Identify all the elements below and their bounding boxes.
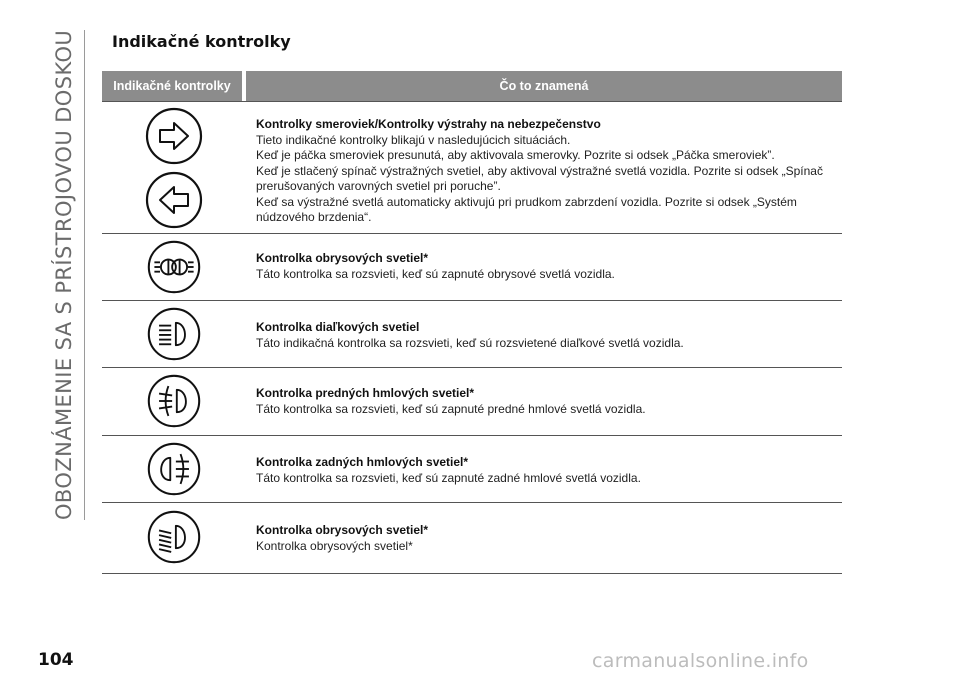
row-text-line: Táto kontrolka sa rozsvieti, keď sú zapnuté obrysové svetlá vozidla. <box>256 266 615 281</box>
row-text-line: Keď je páčka smeroviek presunutá, aby aktivovala smerovky. Pozrite si odsek „Páčka smeroviek”. <box>256 148 775 162</box>
watermark: carmanualsonline.info <box>592 650 809 672</box>
row-title: Kontrolka diaľkových svetiel <box>256 320 420 334</box>
column-header-meaning: Čo to znamená <box>246 71 842 101</box>
table-row <box>102 301 842 368</box>
headlight-icon <box>146 509 202 565</box>
table-row <box>102 436 842 503</box>
row-text-line: Kontrolka obrysových svetiel* <box>256 538 413 553</box>
rear-fog-light-icon <box>146 441 202 497</box>
row-text-line: Táto kontrolka sa rozsvieti, keď sú zapnuté predné hmlové svetlá vozidla. <box>256 401 646 416</box>
row-text-line: Táto indikačná kontrolka sa rozsvieti, keď sú rozsvietené diaľkové svetlá vozidla. <box>256 335 684 350</box>
row-text-line: Keď je stlačený spínač výstražných svetiel, aby aktivoval výstražné svetlá vozidla. Pozrite si odsek „Spínač prerušovaných varovných svetiel pri poruche”. <box>256 163 823 193</box>
table-row <box>102 234 842 301</box>
row-title: Kontrolka obrysových svetiel* <box>256 523 429 537</box>
table-header <box>102 71 842 101</box>
table-row <box>102 368 842 436</box>
row-title: Kontrolky smeroviek/Kontrolky výstrahy na nebezpečenstvo <box>256 117 601 131</box>
front-fog-light-icon <box>146 373 202 429</box>
row-title: Kontrolka predných hmlových svetiel* <box>256 386 475 400</box>
table-row <box>102 101 842 234</box>
page-title: Indikačné kontrolky <box>112 32 291 51</box>
high-beam-icon <box>146 306 202 362</box>
side-section-title: OBOZNÁMENIE SA S PRÍSTROJOVOU DOSKOU <box>52 29 76 520</box>
row-title: Kontrolka obrysových svetiel* <box>256 251 429 265</box>
arrow-left-icon <box>144 170 204 230</box>
side-divider <box>84 30 85 520</box>
indicator-table <box>102 71 842 574</box>
row-text-line: Táto kontrolka sa rozsvieti, keď sú zapnuté zadné hmlové svetlá vozidla. <box>256 470 641 485</box>
row-text-line: Keď sa výstražné svetlá automaticky aktivujú pri prudkom zabrzdení vozidla. Pozrite si odsek „Systém núdzového brzdenia“. <box>256 194 797 224</box>
column-header-indicators: Indikačné kontrolky <box>102 71 242 101</box>
arrow-right-icon <box>144 106 204 166</box>
row-title: Kontrolka zadných hmlových svetiel* <box>256 455 469 469</box>
side-lights-icon <box>146 239 202 295</box>
page-number: 104 <box>38 650 74 670</box>
table-row <box>102 503 842 574</box>
row-text-line: Tieto indikačné kontrolky blikajú v nasledujúcich situáciách. <box>256 132 571 147</box>
